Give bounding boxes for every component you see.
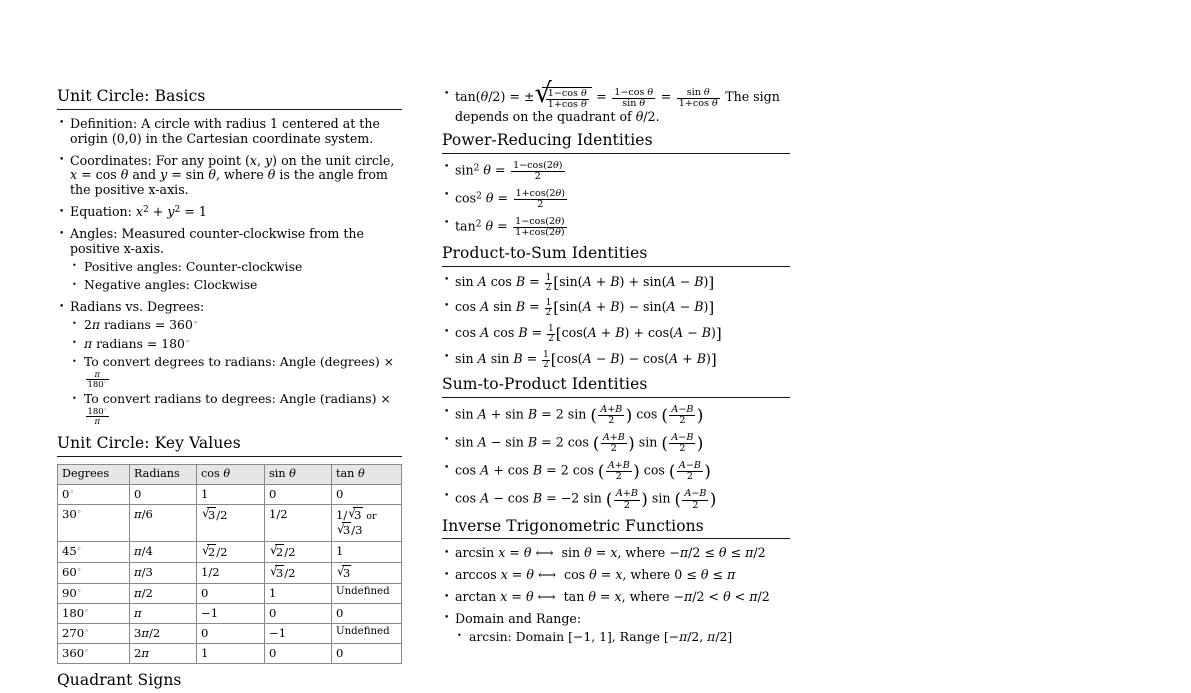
column-header-radians: Radians: [130, 464, 197, 484]
heading-rule: [442, 397, 790, 398]
cell-degrees: 60◦: [58, 562, 130, 583]
column-header-sin: sin θ: [265, 464, 332, 484]
cell-degrees: 0◦: [58, 484, 130, 504]
sub-item-2pi-radians: • 2π radians = 360◦: [70, 318, 402, 333]
sub-item-negative-angles: • Negative angles: Clockwise: [70, 278, 402, 293]
heading-rule: [57, 456, 402, 457]
domain-range-sublist: [455, 630, 790, 645]
section-heading-product-to-sum: Product-to-Sum Identities: [442, 244, 648, 263]
cell-degrees: 30◦: [58, 504, 130, 541]
cell-cos: 0: [197, 583, 265, 603]
cell-cos: 1: [197, 484, 265, 504]
cell-sin: −1: [265, 624, 332, 644]
list-item-domain-and-range: • Domain and Range: • arcsin: Domain [−1, 1], Range [−π/2, π/2]: [442, 612, 790, 648]
cell-sin: 0: [265, 644, 332, 664]
sub-item-arcsin-domain-range: • arcsin: Domain [−1, 1], Range [−π/2, π/2]: [455, 630, 790, 645]
unit-circle-basics-list: [57, 117, 402, 426]
list-item-cos-squared: • $\cos^2 \theta$ = $\frac{1+\cos(2\theta)}{2}$: [442, 189, 790, 210]
list-item-arccos: • arccos x = θ ⟷ cos θ = x, where 0 ≤ θ ≤ π: [442, 568, 790, 583]
column-header-cos: cos θ: [197, 464, 265, 484]
cell-radians: π/6: [130, 504, 197, 541]
cell-cos: 1: [197, 644, 265, 664]
list-item-cos-minus-cos: • cos A − cos B = −2 sin ( $\frac{A+B}{2}$ ) sin ( $\frac{A-B}{2}$ ): [442, 489, 790, 510]
cell-radians: π/4: [130, 541, 197, 562]
cell-cos: −1: [197, 603, 265, 623]
section-heading-inverse-trig: Inverse Trigonometric Functions: [442, 516, 704, 535]
right-column: [442, 88, 790, 693]
table-row: [58, 583, 402, 603]
cell-cos: 0: [197, 624, 265, 644]
cell-tan: 1: [332, 541, 402, 562]
list-item-coordinates: • Coordinates: For any point (x, y) on the unit circle, x = cos θ and y = sin θ, where θ is the angle from the positive x-axis.: [57, 154, 402, 199]
cell-tan: Undefined: [332, 583, 402, 603]
cell-sin: √ 3/2: [265, 562, 332, 583]
inverse-trig-list: [442, 546, 790, 648]
cell-radians: π/2: [130, 583, 197, 603]
cell-radians: π/3: [130, 562, 197, 583]
list-item-sin-squared: • $\sin^2 \theta$ = $\frac{1-\cos(2\theta)}{2}$: [442, 161, 790, 182]
cell-cos: 1/2: [197, 562, 265, 583]
section-heading-unit-circle-basics: Unit Circle: Basics: [57, 87, 206, 105]
cell-degrees: 270◦: [58, 624, 130, 644]
list-item-equation: • Equation: $x^2 + y^2 = 1$: [57, 205, 402, 220]
section-heading-sum-to-product: Sum-to-Product Identities: [442, 375, 648, 394]
table-row: [58, 484, 402, 504]
half-angle-tangent-list: [442, 87, 790, 125]
list-item-cos-a-cos-b: • cos A cos B = $\frac{1}{2}$ [cos(A + B) + cos(A − B)]: [442, 325, 790, 344]
cell-sin: 0: [265, 484, 332, 504]
cell-cos: √ 3/2: [197, 504, 265, 541]
key-values-table: [57, 464, 402, 665]
sign-note-part2: depends on the quadrant of: [455, 109, 632, 125]
cell-cos: √ 2/2: [197, 541, 265, 562]
column-header-degrees: Degrees: [58, 464, 130, 484]
list-item-sin-minus-sin: • sin A − sin B = 2 cos ( $\frac{A+B}{2}$ ) sin ( $\frac{A-B}{2}$ ): [442, 433, 790, 454]
left-column: [57, 88, 402, 693]
list-item-cos-plus-cos: • cos A + cos B = 2 cos ( $\frac{A+B}{2}$ ) cos ( $\frac{A-B}{2}$ ): [442, 461, 790, 482]
cell-degrees: 90◦: [58, 583, 130, 603]
table-row: [58, 603, 402, 623]
cell-sin: 1: [265, 583, 332, 603]
cell-tan: Undefined: [332, 624, 402, 644]
section-heading-unit-circle-key-values: Unit Circle: Key Values: [57, 433, 241, 452]
document-body: [57, 88, 1134, 693]
list-item-arctan: • arctan x = θ ⟷ tan θ = x, where −π/2 < θ < π/2: [442, 590, 790, 605]
list-item-radians-vs-degrees: • Radians vs. Degrees: • 2π radians = 360◦ • π radians = 180◦ • To convert degrees to radians: Angle (degrees) × $\frac{\pi}{180^◦}$ • To convert radians to degrees: Angle (radians) × $\frac{180^◦}{\pi}$: [57, 300, 402, 426]
or-label: or: [366, 510, 377, 522]
list-item-sin-a-cos-b: • sin A cos B = $\frac{1}{2}$ [sin(A + B) + sin(A − B)]: [442, 274, 790, 293]
radians-sublist: [70, 318, 402, 426]
heading-rule: [442, 153, 790, 154]
product-to-sum-list: [442, 274, 790, 370]
sub-item-pi-radians: • π radians = 180◦: [70, 337, 402, 352]
sign-note-part1: The sign: [725, 89, 780, 105]
angles-sublist: [70, 260, 402, 293]
column-header-tan: tan θ: [332, 464, 402, 484]
list-item-arcsin: • arcsin x = θ ⟷ sin θ = x, where −π/2 ≤ θ ≤ π/2: [442, 546, 790, 561]
cell-radians: 0: [130, 484, 197, 504]
list-item-tan-half-angle: • tan(θ/2) = ± √ $\frac{\text{1−cos θ}}{\text{1+cos θ}}$ = $\frac{\text{1−cos θ}}{\text{sin θ}}$ = $\frac{\text{sin θ}}{\text{1+cos θ}}$ The sign depends on the quadrant of θ/2.: [442, 87, 790, 125]
power-reducing-list: [442, 161, 790, 238]
heading-rule: [442, 266, 790, 267]
table-header-row: [58, 464, 402, 484]
cell-tan: 1/ √ 3 or √ 3/3: [332, 504, 402, 541]
section-heading-power-reducing: Power-Reducing Identities: [442, 130, 653, 149]
table-row: [58, 624, 402, 644]
heading-rule: [442, 538, 790, 539]
list-item-cos-a-sin-b: • cos A sin B = $\frac{1}{2}$ [sin(A + B) − sin(A − B)]: [442, 299, 790, 318]
cell-radians: 3π/2: [130, 624, 197, 644]
cell-tan: √ 3: [332, 562, 402, 583]
cell-tan: 0: [332, 484, 402, 504]
list-item-sin-a-sin-b: • sin A sin B = $\frac{1}{2}$ [cos(A − B) − cos(A + B)]: [442, 351, 790, 370]
list-item-sin-plus-sin: • sin A + sin B = 2 sin ( $\frac{A+B}{2}$ ) cos ( $\frac{A-B}{2}$ ): [442, 405, 790, 426]
cell-degrees: 360◦: [58, 644, 130, 664]
sub-item-degrees-to-radians: • To convert degrees to radians: Angle (degrees) × $\frac{\pi}{180^◦}$: [70, 355, 402, 388]
list-item-tan-squared: • $\tan^2 \theta$ = $\frac{1-\cos(2\theta)}{1+\cos(2\theta)}$: [442, 217, 790, 238]
table-row: [58, 644, 402, 664]
section-heading-quadrant-signs: Quadrant Signs: [57, 671, 182, 690]
sub-item-radians-to-degrees: • To convert radians to degrees: Angle (radians) × $\frac{180^◦}{\pi}$: [70, 392, 402, 425]
cell-tan: 0: [332, 644, 402, 664]
list-item-definition: • Definition: A circle with radius 1 centered at the origin (0,0) in the Cartesian coordinate system.: [57, 117, 402, 147]
table-row: [58, 504, 402, 541]
table-row: [58, 562, 402, 583]
cell-sin: 1/2: [265, 504, 332, 541]
cell-radians: π: [130, 603, 197, 623]
cell-degrees: 45◦: [58, 541, 130, 562]
cell-sin: 0: [265, 603, 332, 623]
cell-degrees: 180◦: [58, 603, 130, 623]
list-item-angles: • Angles: Measured counter-clockwise from the positive x-axis. • Positive angles: Counter-clockwise • Negative angles: Clockwise: [57, 227, 402, 293]
cell-tan: 0: [332, 603, 402, 623]
cell-sin: √ 2/2: [265, 541, 332, 562]
cell-radians: 2π: [130, 644, 197, 664]
heading-rule: [57, 109, 402, 110]
table-row: [58, 541, 402, 562]
sum-to-product-list: [442, 405, 790, 510]
sub-item-positive-angles: • Positive angles: Counter-clockwise: [70, 260, 402, 275]
